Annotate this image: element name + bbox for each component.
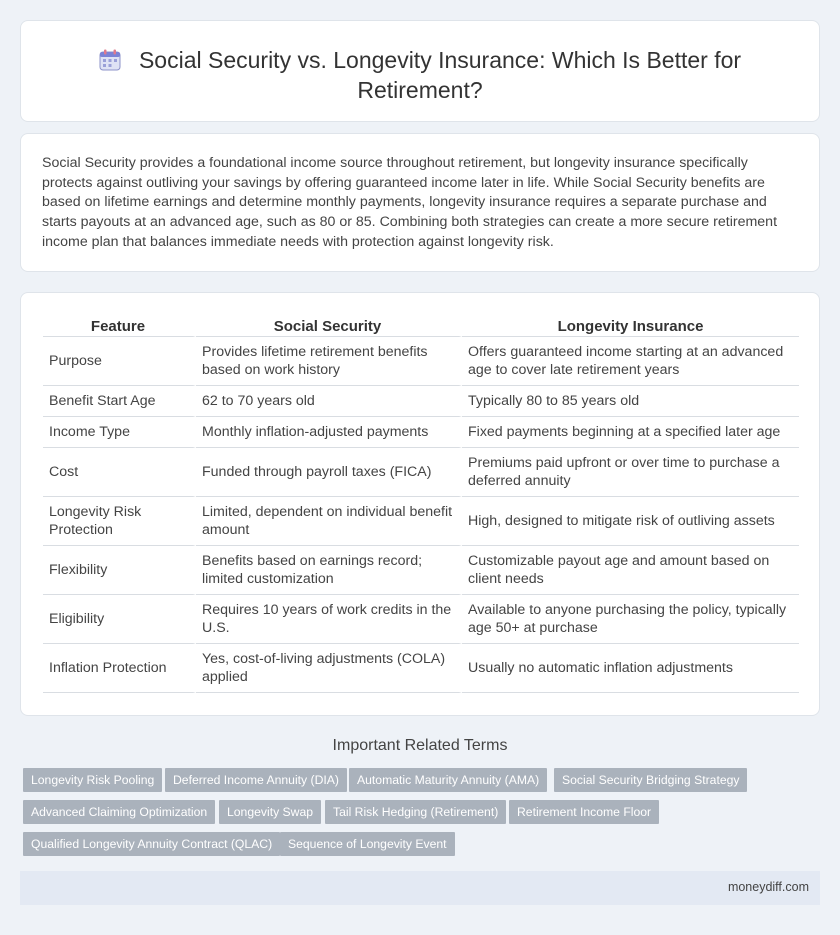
related-terms-title: Important Related Terms bbox=[332, 737, 508, 754]
header-feature: Feature bbox=[43, 315, 196, 337]
table-row bbox=[43, 337, 799, 386]
table-row bbox=[43, 644, 799, 693]
row-longevity-insurance: Premiums paid upfront or over time to purchase a deferred annuity bbox=[462, 448, 799, 497]
table-row bbox=[43, 448, 799, 497]
table-row bbox=[43, 417, 799, 448]
tag-deferred-income-annuity[interactable]: Deferred Income Annuity (DIA) bbox=[165, 768, 347, 792]
row-social-security: Benefits based on earnings record; limited customization bbox=[196, 546, 462, 595]
row-longevity-insurance: Available to anyone purchasing the policy, typically age 50+ at purchase bbox=[462, 595, 799, 644]
row-longevity-insurance: Customizable payout age and amount based on client needs bbox=[462, 546, 799, 595]
tag-sequence-of-longevity[interactable]: Sequence of Longevity Event bbox=[280, 832, 455, 856]
tag-qlac[interactable]: Qualified Longevity Annuity Contract (QLAC) bbox=[23, 832, 280, 856]
title-card bbox=[20, 20, 820, 122]
intro-card bbox=[20, 133, 820, 272]
tag-tail-risk-hedging[interactable]: Tail Risk Hedging (Retirement) bbox=[325, 800, 506, 824]
table-row bbox=[43, 497, 799, 546]
header-longevity-insurance: Longevity Insurance bbox=[462, 315, 799, 337]
row-longevity-insurance: Fixed payments beginning at a specified later age bbox=[462, 417, 799, 448]
row-longevity-insurance: High, designed to mitigate risk of outliving assets bbox=[462, 497, 799, 546]
intro-paragraph: Social Security provides a foundational income source throughout retirement, but longevity insurance specifically protects against outliving your savings by offering guaranteed income later in life. While Social Security benefits are based on lifetime earnings and determine monthly payments, longevity insurance requires a separate purchase and starts payouts at an advanced age, such as 80 or 85. Combining both strategies can create a more secure retirement income plan that balances immediate needs with protection against longevity risk. bbox=[42, 155, 778, 250]
row-social-security: 62 to 70 years old bbox=[196, 386, 462, 417]
row-longevity-insurance: Usually no automatic inflation adjustments bbox=[462, 644, 799, 693]
row-social-security: Monthly inflation-adjusted payments bbox=[196, 417, 462, 448]
row-feature: Cost bbox=[43, 448, 196, 497]
row-feature: Inflation Protection bbox=[43, 644, 196, 693]
footer bbox=[20, 871, 820, 905]
row-feature: Flexibility bbox=[43, 546, 196, 595]
table-row bbox=[43, 386, 799, 417]
row-feature: Purpose bbox=[43, 337, 196, 386]
row-social-security: Provides lifetime retirement benefits based on work history bbox=[196, 337, 462, 386]
row-feature: Income Type bbox=[43, 417, 196, 448]
calendar-icon bbox=[99, 48, 121, 70]
row-longevity-insurance: Typically 80 to 85 years old bbox=[462, 386, 799, 417]
page-title: Social Security vs. Longevity Insurance: Which Is Better for Retirement? bbox=[138, 47, 742, 103]
row-social-security: Limited, dependent on individual benefit amount bbox=[196, 497, 462, 546]
row-longevity-insurance: Offers guaranteed income starting at an advanced age to cover late retirement years bbox=[462, 337, 799, 386]
tag-advanced-claiming[interactable]: Advanced Claiming Optimization bbox=[23, 800, 215, 824]
tag-automatic-maturity-annuity[interactable]: Automatic Maturity Annuity (AMA) bbox=[349, 768, 547, 792]
row-feature: Eligibility bbox=[43, 595, 196, 644]
row-social-security: Yes, cost-of-living adjustments (COLA) applied bbox=[196, 644, 462, 693]
tag-social-security-bridging[interactable]: Social Security Bridging Strategy bbox=[554, 768, 747, 792]
row-feature: Longevity Risk Protection bbox=[43, 497, 196, 546]
table-header-row bbox=[43, 315, 799, 337]
comparison-table bbox=[43, 315, 799, 693]
page-title-wrap bbox=[21, 45, 819, 105]
comparison-card bbox=[20, 292, 820, 716]
table-row bbox=[43, 595, 799, 644]
footer-site[interactable]: moneydiff.com bbox=[727, 880, 809, 894]
row-social-security: Requires 10 years of work credits in the U.S. bbox=[196, 595, 462, 644]
header-social-security: Social Security bbox=[196, 315, 462, 337]
tag-longevity-risk-pooling[interactable]: Longevity Risk Pooling bbox=[23, 768, 162, 792]
tag-retirement-income-floor[interactable]: Retirement Income Floor bbox=[509, 800, 659, 824]
tag-longevity-swap[interactable]: Longevity Swap bbox=[219, 800, 321, 824]
row-feature: Benefit Start Age bbox=[43, 386, 196, 417]
row-social-security: Funded through payroll taxes (FICA) bbox=[196, 448, 462, 497]
table-row bbox=[43, 546, 799, 595]
